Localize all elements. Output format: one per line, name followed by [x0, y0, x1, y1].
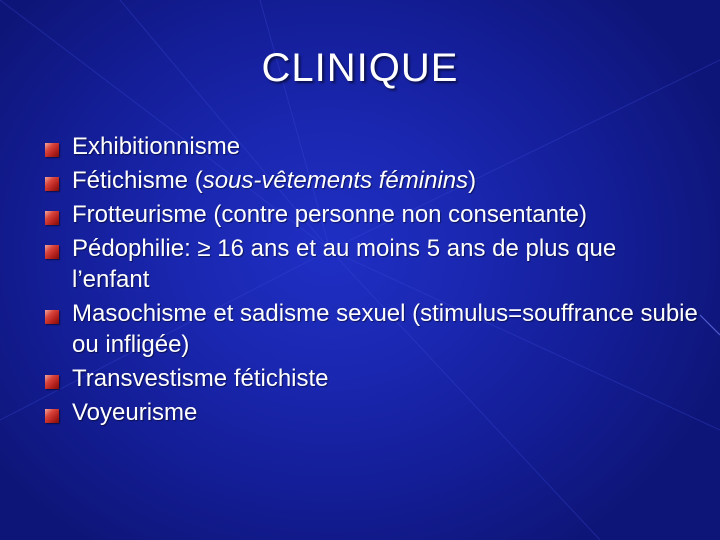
- bullet-text-italic: sous-vêtements féminins: [202, 167, 469, 194]
- bullet-item-transvestisme: [0, 363, 720, 394]
- red-square-bullet-icon: [45, 375, 59, 389]
- bullet-text: Voyeurisme: [72, 399, 198, 426]
- red-square-bullet-icon: [45, 143, 59, 157]
- bullet-text: Masochisme et sadisme sexuel (stimulus=souffrance subie ou infligée): [72, 300, 698, 358]
- bullet-text: Fétichisme (: [72, 167, 203, 194]
- bullet-item-frotteurisme: [0, 199, 720, 230]
- red-square-bullet-icon: [45, 409, 59, 423]
- bullet-item-voyeurisme: [0, 397, 720, 428]
- red-square-bullet-icon: [45, 310, 59, 324]
- red-square-bullet-icon: [45, 177, 59, 191]
- bullet-text: Frotteurisme (contre personne non consentante): [72, 201, 587, 228]
- bullet-text: Transvestisme fétichiste: [72, 365, 329, 392]
- bullet-item-masochisme: [0, 298, 720, 360]
- red-square-bullet-icon: [45, 211, 59, 225]
- bullet-list: [0, 131, 720, 431]
- bullet-text: Pédophilie: ≥ 16 ans et au moins 5 ans de plus que l’enfant: [72, 235, 617, 293]
- bullet-text-end: ): [468, 167, 477, 194]
- slide-title: CLINIQUE: [261, 46, 459, 90]
- bullet-text: Exhibitionnisme: [72, 133, 241, 160]
- bullet-item-pedophilie: [0, 233, 720, 295]
- bullet-item-fetichisme: [0, 165, 720, 196]
- bullet-item-exhibitionnisme: [0, 131, 720, 162]
- red-square-bullet-icon: [45, 245, 59, 259]
